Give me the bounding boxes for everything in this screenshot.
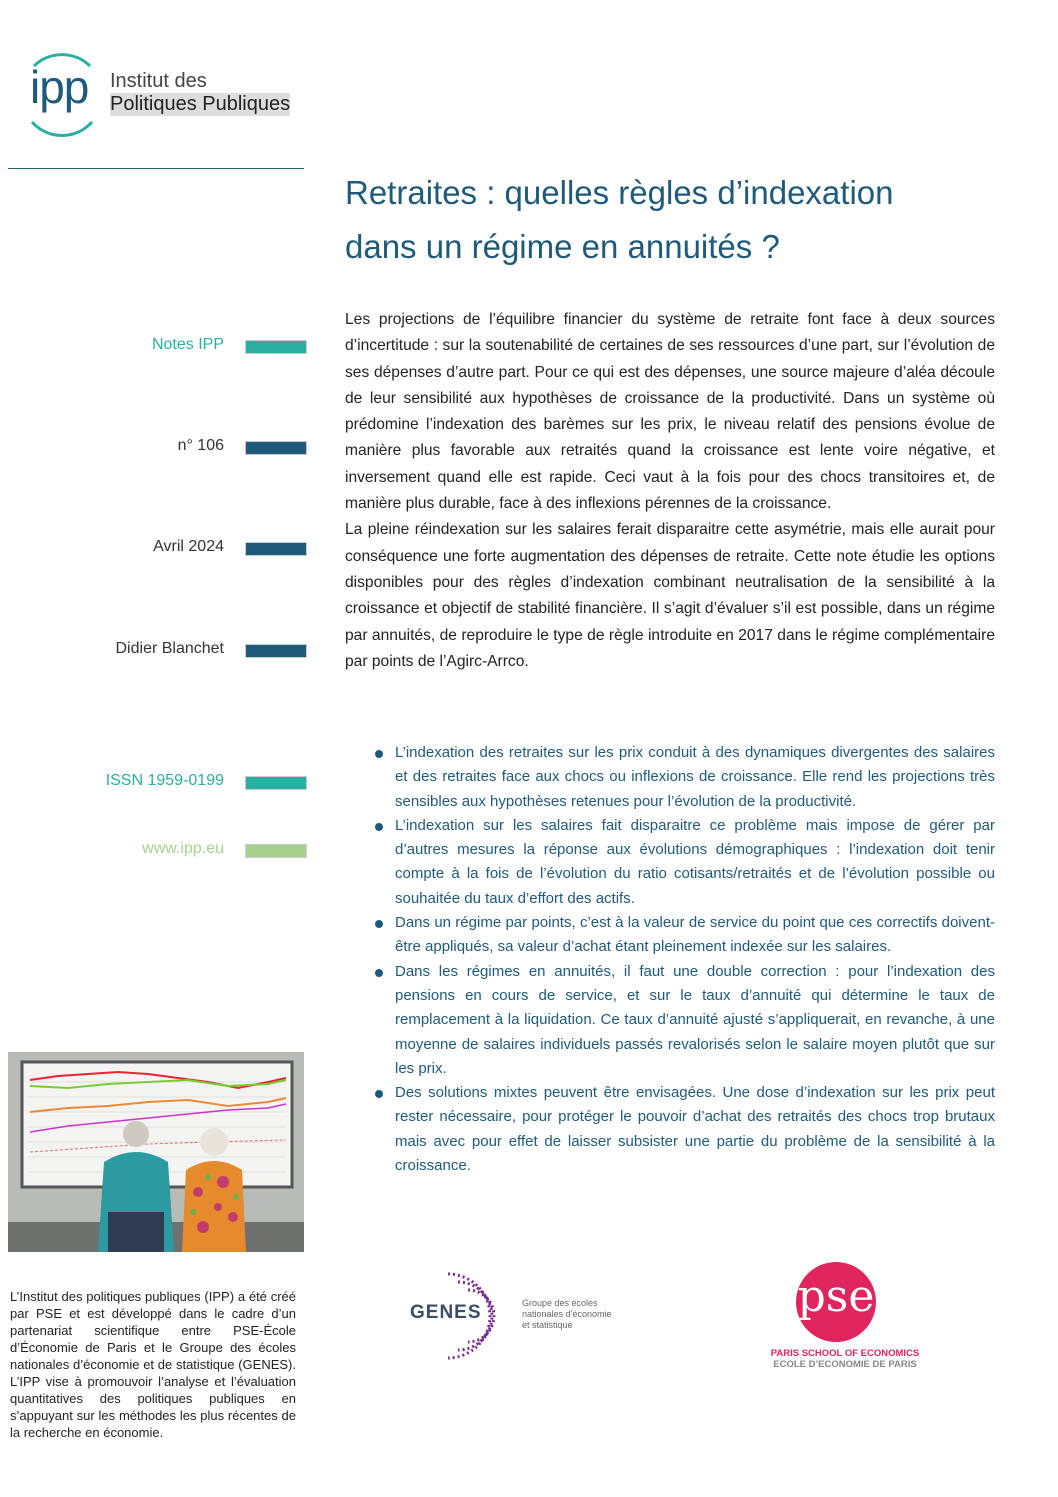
- key-point: L’indexation des retraites sur les prix conduit à des dynamiques divergentes des salaires et des retraites face aux chocs ou inflexions de croissance. Elle rend les projections très sensibles aux hypothèses retenues pour l’évolution de la productivité.: [375, 741, 995, 814]
- genes-subtitle-2: nationales d’économie: [522, 1309, 612, 1319]
- photo-couple-chart-icon: [8, 1052, 304, 1252]
- logo-institut-line: Institut des: [110, 70, 207, 92]
- key-point: Des solutions mixtes peuvent être envisagées. Une dose d’indexation sur les prix peut rester nécessaire, pour protéger le pouvoir d’achat des retraités des chocs trop brutaux mais avec pour effet de laisser subsister une partie du problème de la sensibilité à la croissance.: [375, 1081, 995, 1178]
- genes-subtitle-1: Groupe des écoles: [522, 1298, 598, 1308]
- genes-logo: [408, 1268, 638, 1364]
- abstract-paragraph-2: La pleine réindexation sur les salaires ferait disparaitre cette asymétrie, mais elle aurait pour conséquence une forte augmentation des dépenses de retraite. Cette note étudie les options disponibles pour des règles d’indexation combinant neutralisation de la sensibilité à la croissance et objectif de stabilité financière. Il s’agit d’évaluer s’il est possible, dans un régime par annuités, de reproduire le type de règle introduite en 2017 dans le régime complémentaire par points de l’Agirc-Arrco.: [345, 521, 995, 670]
- logo-politiques-line: Politiques Publiques: [110, 93, 291, 115]
- pse-name-line-2: ECOLE D’ECONOMIE DE PARIS: [773, 1359, 917, 1370]
- website-color-bar: [245, 844, 307, 858]
- pse-name-line-1: PARIS SCHOOL OF ECONOMICS: [770, 1348, 920, 1359]
- page-title: [345, 166, 1025, 274]
- issue-date: Avril 2024: [153, 538, 224, 555]
- ipp-description: L’Institut des politiques publiques (IPP) a été créé par PSE et est développé dans le cadre d’un partenariat scientifique entre PSE-École d’Économie de Paris et le Groupe des écoles nationales d’économie et de statistique (GENES). L’IPP vise à promouvoir l’analyse et l’évaluation quantitatives des politiques publiques en s’appuyant sur les méthodes les plus récentes de la recherche en économie.: [10, 1289, 296, 1440]
- bullet-icon: [375, 823, 383, 831]
- bullet-icon: [375, 969, 383, 977]
- key-point: L’indexation sur les salaires fait disparaitre ce problème mais impose de gérer par d’autres mesures la réponse aux évolutions démographiques : l’indexation doit tenir compte à la fois de l’évolution du ratio cotisants/retraités et de l’évolution possible ou souhaitée du taux d’effort des actifs.: [375, 814, 995, 911]
- key-point: Dans les régimes en annuités, il faut une double correction : pour l’indexation des pensions en cours de service, et sur le taux d’annuité qui détermine le taux de remplacement à la liquidation. Ce taux d’annuité ajusté s’appliquerait, en revanche, à une moyenne de salaires individuels passés revalorisés selon le salaire moyen plutôt que sur les prix.: [375, 960, 995, 1081]
- abstract: [345, 307, 995, 675]
- series-color-bar: [245, 340, 307, 354]
- pse-mark: pse: [797, 1271, 875, 1322]
- key-point: Dans un régime par points, c’est à la valeur de service du point que ces correctifs doivent-être appliqués, sa valeur d’achat étant pleinement indexée sur les salaires.: [375, 911, 995, 960]
- pse-logo: [760, 1260, 930, 1370]
- bullet-icon: [375, 1090, 383, 1098]
- bullet-icon: [375, 750, 383, 758]
- website-link[interactable]: www.ipp.eu: [142, 840, 224, 857]
- abstract-paragraph-1: Les projections de l’équilibre financier du système de retraite font face à deux sources d’incertitude : sur la soutenabilité de certaines de ses ressources d’une part, sur l’évolution de ses dépenses d’autre part. Pour ce qui est des dépenses, une source majeure d’aléa découle de leur sensibilité aux hypothèses de croissance de la productivité. Dans un système où prédomine l’indexation des barèmes sur les prix, le niveau relatif des pensions évolue de manière plus favorable aux retraités quand la croissance est lente voire négative, et inversement quand elle est rapide. Ceci vaut à la fois pour des chocs transitoires et, de manière plus durable, face à des inflexions pérennes de la croissance.: [345, 311, 995, 513]
- date-color-bar: [245, 542, 307, 556]
- series-label: Notes IPP: [151, 336, 224, 353]
- genes-subtitle-3: et statistique: [522, 1320, 573, 1330]
- number-color-bar: [245, 441, 307, 455]
- sidebar-divider: [8, 168, 304, 169]
- issue-number: n° 106: [177, 437, 224, 454]
- ipp-logo-text: ipp: [30, 61, 89, 113]
- issn-color-bar: [245, 776, 307, 790]
- title-line-1: Retraites : quelles règles d’indexation: [345, 174, 894, 211]
- key-points-list: [375, 741, 995, 1178]
- genes-name: GENES: [410, 1302, 482, 1323]
- bullet-icon: [375, 920, 383, 928]
- issn-label: ISSN 1959-0199: [105, 772, 224, 789]
- title-line-2: dans un régime en annuités ?: [345, 228, 780, 265]
- author-name: Didier Blanchet: [115, 640, 224, 657]
- author-color-bar: [245, 644, 307, 658]
